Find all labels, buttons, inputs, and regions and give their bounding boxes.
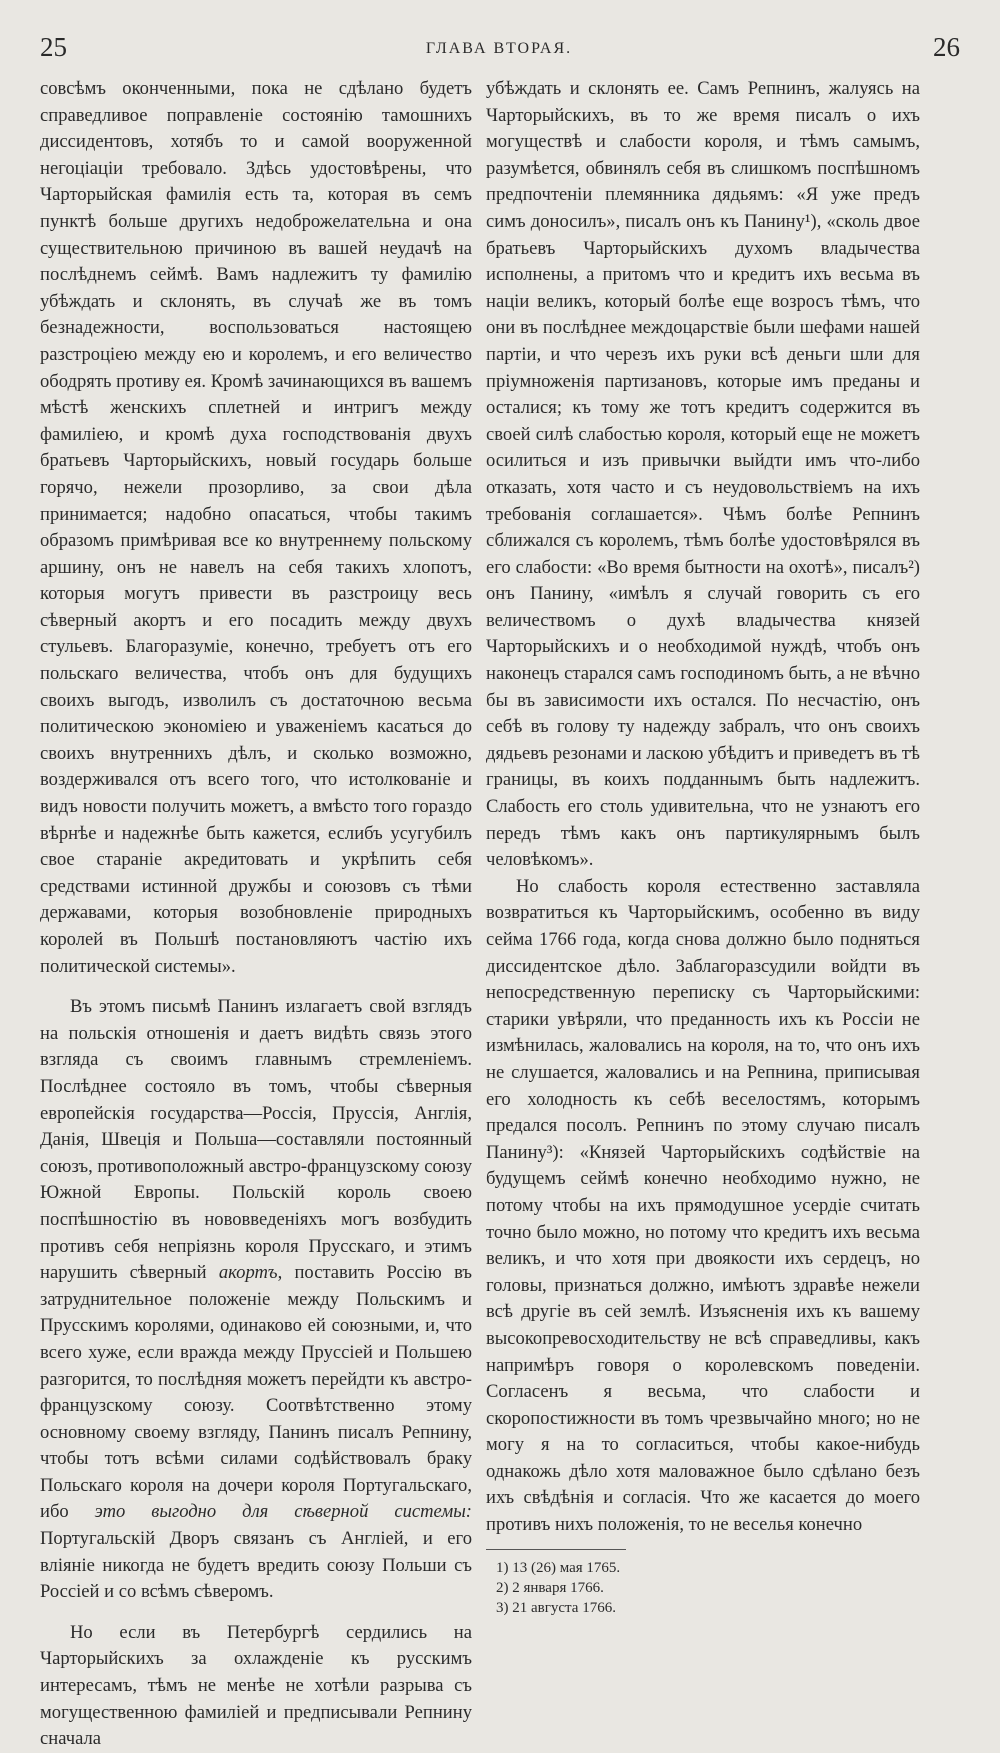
page-header [38, 28, 960, 68]
left-paragraph-2-emphasis-2: это выгодно для сѣверной системы: [94, 1501, 472, 1523]
left-paragraph-2-emphasis-1: акортъ [218, 1262, 278, 1284]
left-column [40, 76, 472, 1753]
left-paragraph-1: совсѣмъ оконченными, пока не сдѣлано будетъ справедливое поправленіе состоянію тамошнихъ диссидентовъ, хотябъ то и самой вооруженной негоціаціи требовало. Здѣсь удостовѣрены, что Чарторыйская фамилія есть та, которая въ семъ пунктѣ больше другихъ недоброжелательна и она существительною причиною въ вашей неудачѣ на послѣднемъ сеймѣ. Вамъ надлежитъ ту фамилію убѣждать и склонять, въ случаѣ же въ томъ безнадежности, воспользоваться настоящею разстроціею между ею и королемъ, и его величество ободрять противу ея. Кромѣ зачинающихся въ вашемъ мѣстѣ женскихъ сплетней и интригъ между фамиліею, и кромѣ духа господствованія двухъ братьевъ Чарторыйскихъ, новый государь больше горячо, нежели прозорливо, за свои дѣла принимается; надобно опасаться, чтобы такимъ образомъ примѣривая все ко внутреннему польскому аршину, онъ не навелъ на себя такихъ хлопотъ, которыя могутъ привести въ разстроицу весь сѣверный акортъ и его посадить между двухъ стульевъ. Благоразуміе, конечно, требуетъ отъ его польскаго величества, чтобъ онъ для будущихъ своихъ выгодъ, изволилъ съ достаточною весьма политическою экономіею и уваженіемъ касаться до своихъ внутреннихъ дѣлъ, и сколько возможно, воздерживался отъ всего того, что истолкованіе и видъ новости получить можетъ, а вмѣсто того гораздо вѣрнѣе и надежнѣе быть кажется, еслибъ усугубилъ свое стараніе акредитовать и укрѣпить себя средствами истинной дружбы и союзовъ съ тѣми державами, которыя возобновленіе природныхъ королей въ Польшѣ постановляютъ частію ихъ политической системы». [40, 78, 472, 977]
page-number-left: 25 [40, 32, 67, 62]
footnotes [486, 1558, 920, 1618]
right-column [486, 76, 920, 1618]
left-paragraph-2-text-a: Въ этомъ письмѣ Панинъ излагаетъ свой взглядъ на польскія отношенія и даетъ видѣть связь этого взгляда съ своимъ главнымъ стремленіемъ. Послѣднее состояло въ томъ, чтобы сѣверныя европейскія государства—Россія, Пруссія, Англія, Данія, Швеція и Польша—составляли постоянный союзъ, противоположный австро-французскому союзу Южной Европы. Польскій король своею поспѣшностію въ нововведеніяхъ могъ возбудить противъ себя непріязнь короля Прусскаго, и этимъ нарушить сѣверный [40, 996, 472, 1284]
left-paragraph-2 [40, 994, 472, 1606]
footnote-divider [486, 1549, 626, 1550]
footnote-2: 2) 2 января 1766. [496, 1579, 604, 1596]
footnote-3: 3) 21 августа 1766. [496, 1599, 616, 1616]
running-head: ГЛАВА ВТОРАЯ. [425, 40, 573, 57]
right-paragraph-2: Но слабость короля естественно заставляла возвратиться къ Чарторыйскимъ, особенно въ виду сейма 1766 года, когда снова должно было подняться диссидентское дѣло. Заблагоразсудили войдти въ непосредственную переписку съ Чарторыйскими: старики увѣряли, что преданность ихъ къ Россіи не измѣнилась, жаловались на короля, на то, что онъ ихъ не слушается, жаловались и на Репнина, приписывая его холодность къ себѣ веселостямъ, которымъ предался посолъ. Репнинъ по этому случаю писалъ Панину³): «Князей Чарторыйскихъ содѣйствіе на будущемъ сеймѣ конечно необходимо нужно, не потому чтобы на ихъ прямодушное усердіе считать точно было можно, но потому что кредитъ ихъ весьма великъ, и что хотя при двоякости ихъ сердецъ, но головы, признаться должно, имѣютъ здравѣе нежели всѣ другіе въ сей землѣ. Изъясненія ихъ къ вашему высокопревосходительству не всѣ справедливы, какъ напримѣръ говоря о королевскомъ поведеніи. Согласенъ я весьма, что слабости и скоропостижности въ томъ чрезвычайно много; но не могу я на то согласиться, чтобы какое-нибудь однакожь дѣло хотя маловажное было сдѣлано безъ ихъ свѣдѣнія и согласія. Что же касается до моего противъ нихъ положенія, то не веселья конечно [486, 875, 920, 1536]
left-paragraph-2-text-b: , поставить Россію въ затруднительное положеніе между Польскимъ и Прусскимъ королями, одинаково ей союзными, и, что всего хуже, если вражда между Пруссіей и Польшею разгорится, то послѣдняя можетъ перейдти къ австро-французскому союзу. Соотвѣтственно этому основному своему взгляду, Панинъ писалъ Репнину, чтобы тотъ всѣми силами содѣйствовалъ браку Польскаго короля на дочери короля Португальскаго, ибо [40, 1262, 472, 1523]
left-paragraph-2-text-c: Португальскій Дворъ связанъ съ Англіей, и его вліяніе никогда не будетъ вредить союзу Польши съ Россіей и со всѣмъ сѣверомъ. [40, 1528, 472, 1603]
right-paragraph-1: убѣждать и склонять ее. Самъ Репнинъ, жалуясь на Чарторыйскихъ, въ то же время писалъ о ихъ могуществѣ и слабости короля, и тѣмъ самымъ, разумѣется, обвинялъ себя въ слишкомъ поспѣшномъ предпочтеніи племянника дядьямъ: «Я уже предъ симъ доносилъ», писалъ онъ къ Панину¹), «сколь двое братьевъ Чарторыйскихъ духомъ владычества исполнены, а притомъ что и кредитъ ихъ весьма въ націи великъ, который болѣе еще возросъ тѣмъ, что они въ послѣднее междоцарствіе были шефами нашей партіи, и что черезъ ихъ руки всѣ деньги шли для пріумноженія партизановъ, которые имъ преданы и осталися; къ тому же тотъ кредитъ содержится въ своей силѣ слабостью короля, который еще не можетъ осилиться и изъ привычки выйдти имъ что-либо отказать, хотя часто и съ неудовольствіемъ на ихъ требованія соглашается». Чѣмъ болѣе Репнинъ сближался съ королемъ, тѣмъ болѣе удостовѣрялся въ его слабости: «Во время бытности на охотѣ», писалъ²) онъ Панину, «имѣлъ я случай говорить съ его величествомъ о духѣ владычества князей Чарторыйскихъ и о необходимой нуждѣ, чтобъ онъ наконецъ старался самъ господиномъ быть, а не вѣчно бы въ зависимости ихъ остался. По несчастію, онъ себѣ въ голову ту надежду забралъ, что онъ своихъ дядьевъ резонами и ласкою убѣдитъ и приведетъ въ тѣ границы, въ коихъ подданнымъ быть надлежитъ. Слабость его столь удивительна, что не узнаютъ его передъ тѣмъ какъ онъ партикулярнымъ былъ человѣкомъ». [486, 78, 920, 871]
left-paragraph-3: Но если въ Петербургѣ сердились на Чарторыйскихъ за охлажденіе къ русскимъ интересамъ, тѣмъ не менѣе не хотѣли разрыва съ могущественною фамиліей и предписывали Репнину сначала [40, 1621, 472, 1750]
footnote-1: 1) 13 (26) мая 1765. [496, 1559, 621, 1576]
page-number-right: 26 [933, 32, 960, 62]
